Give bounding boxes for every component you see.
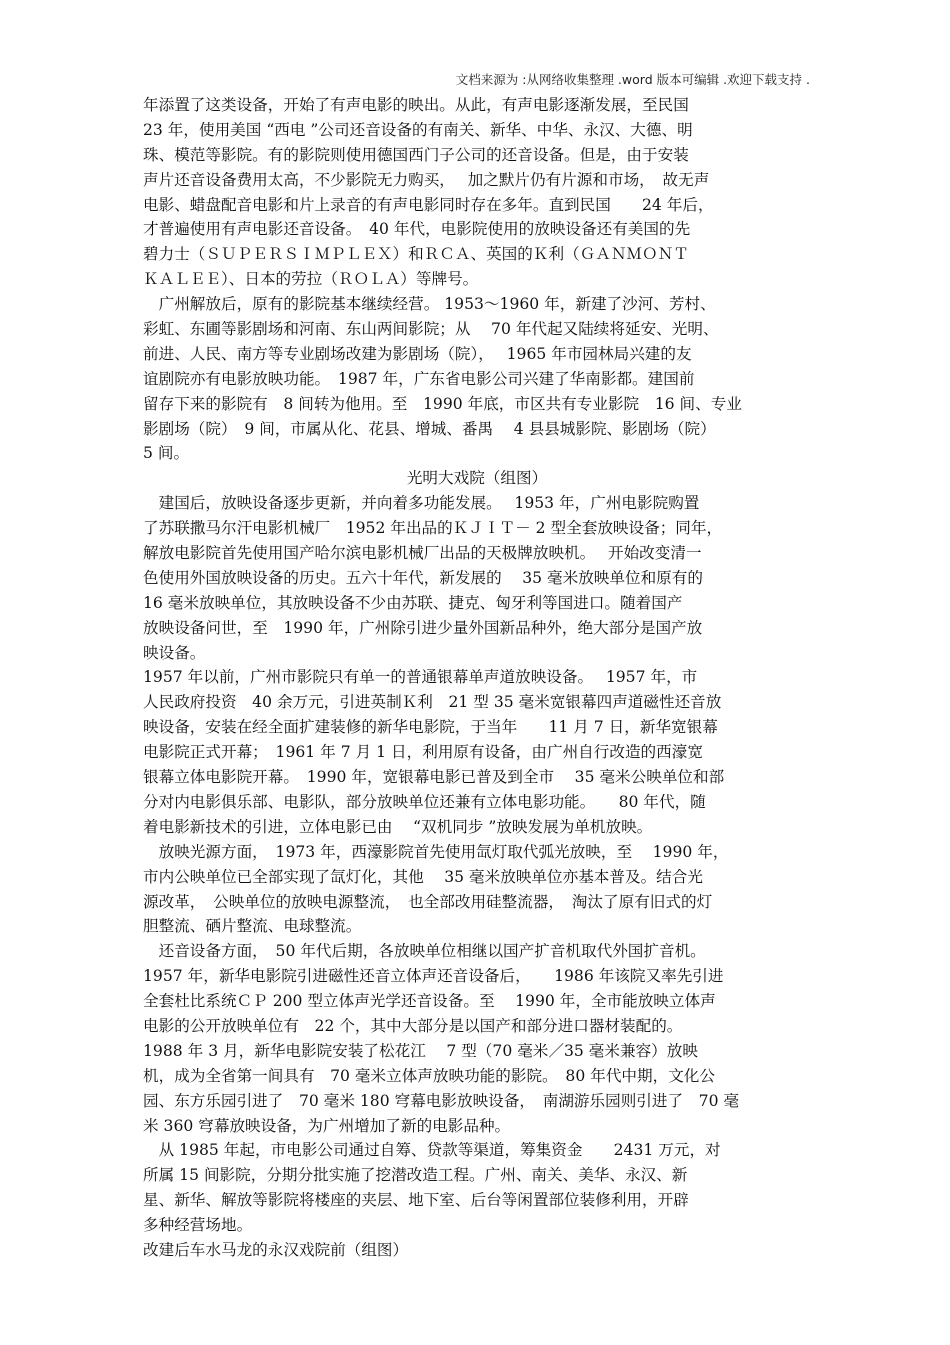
- body-text-line: 建国后，放映设备逐步更新，并向着多功能发展。 1953 年，广州电影院购置: [143, 494, 700, 513]
- body-text-line: 5 间。: [143, 444, 190, 463]
- body-text-line: 园、东方乐园引进了 70 毫米 180 穹幕电影放映设备， 南湖游乐园则引进了 70 毫: [143, 1091, 740, 1110]
- body-text-line: 着电影新技术的引进，立体电影已由 “双机同步 ”放映发展为单机放映。: [143, 817, 653, 836]
- body-text-line: 广州解放后，原有的影院基本继续经营。 1953～1960 年，新建了沙河、芳村、: [143, 295, 716, 314]
- body-text-line: 电影院正式开幕； 1961 年 7 月 1 日，利用原有设备，由广州自行改造的西濠宽: [143, 743, 703, 762]
- body-text-line: ＫＡＬＥＥ）、日本的劳拉（ＲＯＬＡ）等牌号。: [143, 270, 479, 289]
- body-text-line: 放映光源方面， 1973 年，西濠影院首先使用氙灯取代弧光放映，至 1990 年，: [143, 842, 729, 861]
- body-text-line: 留存下来的影院有 8 间转为他用。至 1990 年底，市区共有专业影院 16 间、专业: [143, 394, 742, 413]
- body-text-line: 所属 15 间影院，分期分批实施了挖潜改造工程。广州、南关、美华、永汉、新: [143, 1166, 688, 1185]
- body-text-line: 1957 年，新华电影院引进磁性还音立体声还音设备后， 1986 年该院又率先引进: [143, 967, 724, 986]
- body-text-line: 1957 年以前，广州市影院只有单一的普通银幕单声道放映设备。 1957 年，市: [143, 668, 698, 687]
- body-text-line: 改建后车水马龙的永汉戏院前（组图）: [143, 1240, 409, 1259]
- body-text-line: 机，成为全省第一间具有 70 毫米立体声放映功能的影院。 80 年代中期，文化公: [143, 1066, 715, 1085]
- body-text-line: 从 1985 年起，市电影公司通过自筹、贷款等渠道，筹集资金 2431 万元，对: [143, 1141, 721, 1160]
- body-text-line: 解放电影院首先使用国产哈尔滨电影机械厂出品的天极牌放映机。 开始改变清一: [143, 544, 702, 563]
- body-text-line: 分对内电影俱乐部、电影队，部分放映单位还兼有立体电影功能。 80 年代，随: [143, 792, 706, 811]
- body-text-line: 谊剧院亦有电影放映功能。 1987 年，广东省电影公司兴建了华南影都。建国前: [143, 369, 695, 388]
- figure-caption: 光明大戏院（组图）: [406, 469, 548, 488]
- body-text-line: 电影的公开放映单位有 22 个，其中大部分是以国产和部分进口器材装配的。: [143, 1016, 683, 1035]
- body-text-line: 珠、模范等影院。有的影院则使用德国西门子公司的还音设备。但是，由于安装: [143, 145, 689, 164]
- body-text-line: 16 毫米放映单位，其放映设备不少由苏联、捷克、匈牙利等国进口。随着国产: [143, 593, 683, 612]
- body-text-line: 才普遍使用有声电影还音设备。 40 年代，电影院使用的放映设备还有美国的先: [143, 220, 691, 239]
- body-text-line: 人民政府投资 40 余万元，引进英制Ｋ利 21 型 35 毫米宽银幕四声道磁性还音放: [143, 693, 722, 712]
- body-text-line: 还音设备方面， 50 年代后期，各放映单位相继以国产扩音机取代外国扩音机。: [143, 942, 706, 961]
- body-text-line: 影剧场（院） 9 间，市属从化、花县、增城、番禺 4 县县城影院、影剧场（院）: [143, 419, 716, 438]
- document-source-header: 文档来源为 :从网络收集整理 .word 版本可编辑 .欢迎下载支持 .: [455, 72, 810, 87]
- document-body: [143, 93, 811, 1263]
- body-text-line: 彩虹、东圃等影剧场和河南、东山两间影院；从 70 年代起又陆续将延安、光明、: [143, 320, 719, 339]
- body-text-line: 了苏联撒马尔汗电影机械厂 1952 年出品的ＫＪＩＴ－ 2 型全套放映设备；同年，: [143, 519, 723, 538]
- body-text-line: 映设备。: [143, 643, 206, 662]
- body-text-line: 米 360 穹幕放映设备，为广州增加了新的电影品种。: [143, 1116, 511, 1135]
- body-text-line: 全套杜比系统ＣＰ 200 型立体声光学还音设备。至 1990 年，全市能放映立体声: [143, 992, 716, 1011]
- body-text-line: 前进、人民、南方等专业剧场改建为影剧场（院）， 1965 年市园林局兴建的友: [143, 344, 692, 363]
- body-text-line: 23 年，使用美国 “西电 ”公司还音设备的有南关、新华、中华、永汉、大德、明: [143, 120, 693, 139]
- body-text-line: 年添置了这类设备，开始了有声电影的映出。从此，有声电影逐渐发展，至民国: [143, 96, 689, 114]
- body-text-line: 放映设备问世，至 1990 年，广州除引进少量外国新品种外，绝大部分是国产放: [143, 618, 703, 637]
- body-text-line: 胆整流、硒片整流、电球整流。: [143, 917, 362, 936]
- body-text-line: 星、新华、解放等影院将楼座的夹层、地下室、后台等闲置部位装修利用，开辟: [143, 1191, 689, 1210]
- body-text-line: 多种经营场地。: [143, 1216, 253, 1235]
- body-text-line: 映设备，安装在经全面扩建装修的新华电影院，于当年 11 月 7 日，新华宽银幕: [143, 718, 718, 737]
- body-text-line: 1988 年 3 月，新华电影院安装了松花江 7 型（70 毫米／35 毫米兼容）放映: [143, 1041, 698, 1060]
- body-text-line: 银幕立体电影院开幕。 1990 年，宽银幕电影已普及到全市 35 毫米公映单位和部: [143, 768, 725, 787]
- body-text-line: 碧力士（ＳＵＰＥＲＳＩＭＰＬＥＸ）和ＲＣＡ、英国的Ｋ利（ＧＡＮＭＯＮＴ: [143, 245, 689, 264]
- body-text-line: 源改革， 公映单位的放映电源整流， 也全部改用硅整流器， 淘汰了原有旧式的灯: [143, 892, 713, 911]
- body-text-line: 市内公映单位已全部实现了氙灯化，其他 35 毫米放映单位亦基本普及。结合光: [143, 867, 703, 886]
- body-text-line: 色使用外国放映设备的历史。五六十年代，新发展的 35 毫米放映单位和原有的: [143, 568, 703, 587]
- body-text-line: 声片还音设备费用太高，不少影院无力购买， 加之默片仍有片源和市场， 故无声: [143, 170, 710, 189]
- body-text-line: 电影、蜡盘配音电影和片上录音的有声电影同时存在多年。直到民国 24 年后，: [143, 195, 714, 214]
